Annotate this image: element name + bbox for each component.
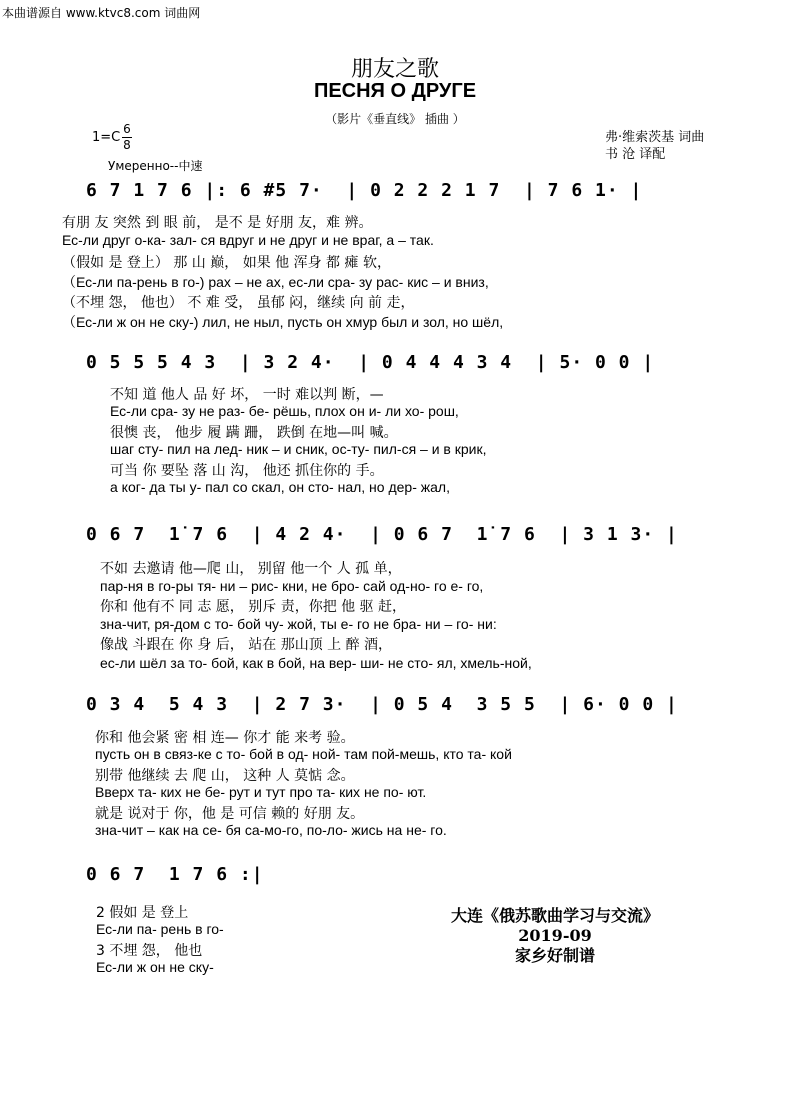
lyric-line: 有朋 友 突然 到 眼 前， 是不 是 好朋 友，难 辨。 <box>62 215 373 231</box>
lyric-line: （假如 是 登上） 那 山 巅， 如果 他 浑身 都 瘫 软， <box>62 255 391 271</box>
subtitle: （影片《垂直线》 插曲 ） <box>325 112 465 126</box>
notation-line: 0 5 5 5 4 3 | 3 2 4· | 0 4 4 4 3 4 | 5· 0 0 | <box>86 352 655 373</box>
title-chinese: 朋友之歌 <box>350 57 439 82</box>
lyric-line: ес-ли шёл за то- бой, как в бой, на вер- ши- не сто- ял, хмель-ной, <box>100 655 532 671</box>
source-header: 本曲谱源自 www.ktvc8.com 词曲网 <box>2 6 201 20</box>
arranger-credit: 书 沧 译配 <box>605 147 666 162</box>
score-row-3 <box>80 520 740 552</box>
lyricist-credit: 弗·维索茨基 词曲 <box>605 130 705 145</box>
lyric-line: Вверх та- ких не бе- рут и тут про та- ких не по- ют. <box>95 784 427 800</box>
notation-line: 6 7 1 7 6 |: 6 #5 7· | 0 2 2 2 1 7 | 7 6 1· | <box>86 180 643 201</box>
score-row-5 <box>80 860 310 892</box>
lyric-line: （Ес-ли па-рень в го-) рах – не ах, ес-ли сра- зу рас- кис – и вниз, <box>62 274 489 290</box>
lyric-line: пар-ня в го-ры тя- ни – рис- кни, не бро- сай од-но- го е- го, <box>100 578 484 594</box>
lyric-line: зна-чит – как на се- бя са-мо-го, по-ло- жись на не- го. <box>95 822 447 838</box>
lyric-line: 就是 说对于 你，他 是 可信 赖的 好朋 友。 <box>95 806 365 822</box>
score-row-2 <box>80 348 740 380</box>
score-row-1 <box>80 176 740 208</box>
lyric-line: 别带 他继续 去 爬 山， 这种 人 莫惦 念。 <box>95 768 355 784</box>
score-row-4 <box>80 690 740 722</box>
tempo-marking: Умеренно--中速 <box>108 159 203 173</box>
lyric-line: пусть он в связ-ке с то- бой в од- ной- там пой-мешь, кто та- кой <box>95 746 512 762</box>
lyric-line: Ес-ли друг о-ка- зал- ся вдруг и не друг и не враг, а – так. <box>62 232 434 248</box>
footer-date: 2019-09 <box>518 926 592 945</box>
title-russian: ПЕСНЯ О ДРУГЕ <box>313 80 477 102</box>
lyric-line: 不知 道 他人 品 好 坏， 一时 难以判 断，— <box>110 387 384 403</box>
lyric-line: а ког- да ты у- пал со скал, он сто- нал, но дер- жал, <box>110 479 450 495</box>
notation-line: 0 3 4 5 4 3 | 2 7 3· | 0 5 4 3 5 5 | 6· 0 0 | <box>86 694 678 715</box>
lyric-line: 你和 他会紧 密 相 连— 你才 能 来考 验。 <box>95 730 355 746</box>
notation-line: 0 6 7 1̇ 7 6 | 4 2 4· | 0 6 7 1̇ 7 6 | 3 1 3· | <box>86 524 678 545</box>
lyric-line: шаг сту- пил на лед- ник – и сник, ос-ту- пил-ся – и в крик, <box>110 441 487 457</box>
notation-line: 0 6 7 1 7 6 :| <box>86 864 264 885</box>
lyric-line: （不埋 怨， 他也） 不 难 受， 虽郁 闷，继续 向 前 走， <box>62 295 415 311</box>
time-bottom: 8 <box>123 138 131 152</box>
footer-maker: 家乡好制谱 <box>514 946 595 965</box>
lyric-line: 你和 他有不 同 志 愿， 别斥 责，你把 他 驱 赶， <box>100 599 407 615</box>
lyric-line: Ес-ли сра- зу не раз- бе- рёшь, плох он и- ли хо- рош, <box>110 403 459 419</box>
time-top: 6 <box>123 122 131 136</box>
lyric-line: Ес-ли ж он не ску- <box>96 959 214 975</box>
lyric-line: зна-чит, ря-дом с то- бой чу- жой, ты е- го не бра- ни – го- ни: <box>100 616 497 632</box>
lyric-line: 3 不埋 怨， 他也 <box>96 943 203 959</box>
lyric-line: 不如 去邀请 他—爬 山， 别留 他一个 人 孤 单， <box>100 561 402 577</box>
lyric-line: 2 假如 是 登上 <box>96 905 189 921</box>
lyric-line: Ес-ли па- рень в го- <box>96 921 224 937</box>
lyric-line: 像战 斗跟在 你 身 后， 站在 那山顶 上 醉 酒， <box>100 637 393 653</box>
key-signature: 1=C <box>92 130 121 145</box>
footer-publisher: 大连《俄苏歌曲学习与交流》 <box>450 906 659 925</box>
time-signature <box>122 122 132 153</box>
lyric-line: 可当 你 要坠 落 山 沟， 他还 抓住你的 手。 <box>110 463 384 479</box>
lyric-line: 很懊 丧， 他步 履 蹒 跚， 跌倒 在地—叫 喊。 <box>110 425 398 441</box>
lyric-line: （Ес-ли ж он не ску-) лил, не ныл, пусть он хмур был и зол, но шёл, <box>62 314 504 330</box>
